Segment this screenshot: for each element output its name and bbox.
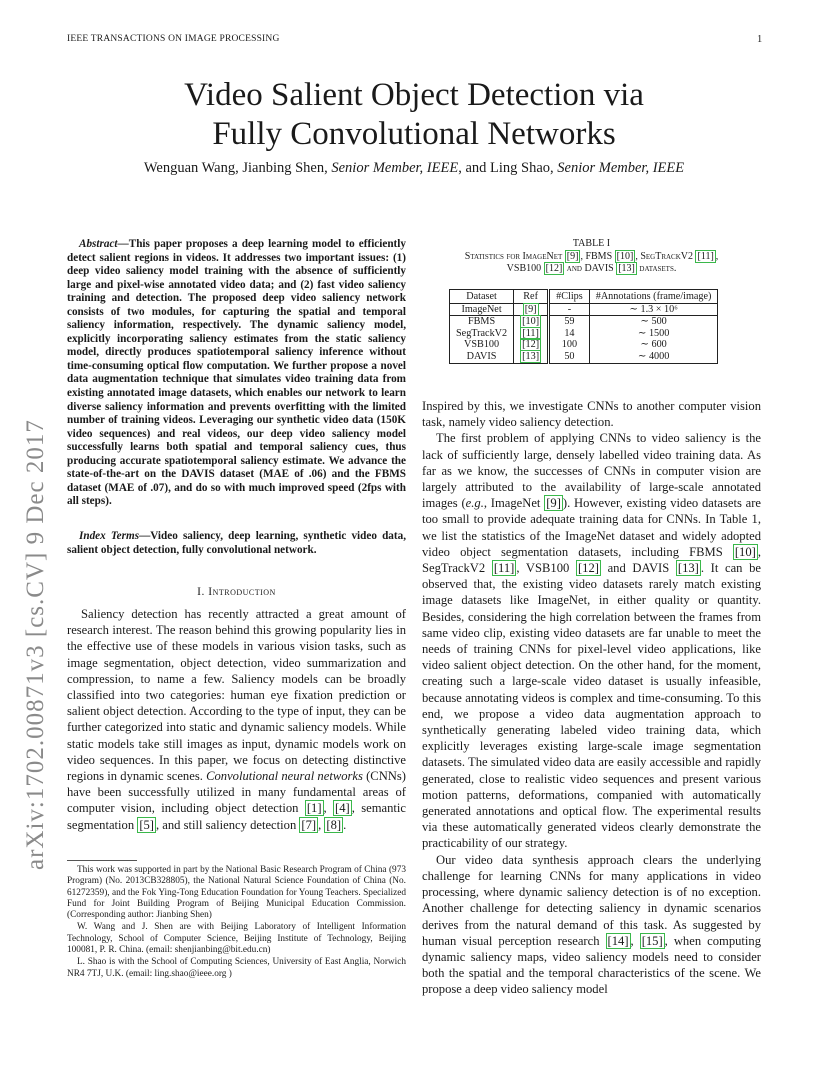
index-terms [67, 530, 406, 557]
abstract-text: —This paper proposes a deep learning model to efficiently detect salient regions in videos. It addresses two important issues: (1) deep video saliency model training with the absence of sufficiently large and pixel-wise annotated video data; and (2) fast video saliency training and detection. The proposed deep video saliency network consists of two modules, for capturing the spatial and temporal saliency information, respectively. The dynamic saliency model, explicitly incorporating saliency estimates from the static saliency model, directly produces spatiotemporal saliency inference without time-consuming optical flow computation. We further propose a novel data augmentation technique that simulates video training data from existing annotated image datasets, which enables our network to learn diverse saliency information and prevents overfitting with the limited number of training videos. Leveraging our synthetic video data (150K video sequences) and real videos, our deep video saliency model successfully learns both spatial and temporal saliency cues, thus producing accurate spatiotemporal saliency estimate. We advance the state-of-the-art on the DAVIS dataset (MAE of .06) and the FBMS dataset (MAE of .07), and do so with much improved speed (2fps with all steps). [67, 238, 406, 508]
citation-link[interactable]: [4] [335, 801, 350, 816]
authors-part-1: Wenguan Wang, Jianbing Shen, [143, 160, 332, 176]
title-line-1: Video Salient Object Detection via [184, 77, 644, 113]
section-number: I. [197, 586, 205, 598]
text-run: , and still saliency detection [156, 817, 300, 832]
citation-link[interactable]: [11] [493, 561, 515, 576]
citation-link[interactable]: [9] [566, 250, 579, 262]
table-cell-clips: 50 [549, 351, 590, 364]
section-heading [67, 586, 406, 598]
running-header: IEEE TRANSACTIONS ON IMAGE PROCESSING [67, 34, 280, 44]
table-header-row [450, 290, 718, 304]
text-run: , [318, 817, 325, 832]
text-run: , SegTrackV2 [635, 250, 696, 262]
text-run: , semantic segmentation [67, 801, 406, 832]
table-header-cell: #Annotations (frame/image) [589, 290, 718, 304]
citation-link[interactable]: [10] [734, 544, 756, 559]
text-emphasis: e.g. [465, 496, 484, 511]
text-run: Saliency detection has recently attracted a great amount of research interest. The reason behind this growing popularity lies in the effective use of these models in various vision tasks, such as image segmentation, object detection, video summarization and compression, to name a few. Saliency models can be broadly classified into two categories: human eye fixation prediction or salient object detection. According to the type of input, they can be further categorized into static and dynamic saliency models. While static models take still images as input, dynamic models work on video sequences. In this paper, we focus on detecting distinctive regions in dynamic scenes. [67, 607, 406, 784]
citation-link[interactable]: [13] [522, 350, 540, 362]
text-run: , [323, 801, 334, 816]
text-run: , [630, 933, 640, 948]
table-cell-dataset: FBMS [450, 316, 514, 328]
table-cell-annotations: ∼ 600 [589, 339, 718, 351]
citation-link[interactable]: [7] [301, 817, 317, 832]
text-run: datasets. [636, 263, 677, 275]
index-terms-label: Index Terms [79, 530, 140, 542]
citation-link[interactable]: [8] [326, 817, 342, 832]
author-role-2: Senior Member, IEEE [557, 160, 685, 176]
citation-link[interactable]: [12] [522, 339, 540, 350]
text-run: The first problem of applying CNNs to video saliency is the lack of sufficiently large, densely labelled video training data. As far as we know, the successes of CNNs in computer vision are largely attributed to the availability of large-scale annotated images ( [422, 431, 761, 511]
text-run: ). However, existing video datasets are too small to provide adequate training data for CNNs. In Table 1, we list the statistics of the ImageNet dataset and widely adopted video object segmentation datasets, including FBMS [422, 496, 762, 559]
text-run: Our video data synthesis approach clears the underlying challenge for learning CNNs for many applications in video processing, where dynamic saliency detection is of no exception. Another challenge for detecting saliency in dynamic scenarios derives from the natural demand of this task. As suggested by human visual perception research [422, 852, 761, 948]
text-run: VSB100 [506, 263, 544, 275]
table-row [450, 303, 718, 316]
table-caption-line-2 [422, 263, 761, 276]
table-cell-dataset: SegTrackV2 [450, 328, 514, 340]
citation-link[interactable]: [1] [306, 801, 322, 816]
text-run: , when computing dynamic saliency maps, video saliency models need to consider both the spatial and the temporal characteristics of the scene. We propose a deep video saliency model [422, 933, 762, 997]
table-cell-annotations: ∼ 1500 [589, 328, 718, 340]
paragraph-training-data [422, 430, 761, 851]
table-header-cell: #Clips [549, 290, 590, 304]
table-cell-annotations: ∼ 500 [589, 316, 718, 328]
text-run: and DAVIS [564, 263, 617, 275]
text-run: , ImageNet [483, 496, 545, 511]
citation-link[interactable]: [9] [546, 496, 561, 511]
index-terms-text: —Video saliency, deep learning, synthetic video data, salient object detection, fully convolutional network. [67, 530, 406, 556]
arxiv-stamp: arXiv:1702.00871v3 [cs.CV] 9 Dec 2017 [22, 419, 49, 870]
citation-link[interactable]: [10] [616, 250, 634, 262]
table-caption-line-1 [422, 251, 761, 264]
table-label: TABLE I [572, 238, 611, 249]
citation-link[interactable]: [10] [522, 316, 540, 327]
author-role-1: Senior Member, IEEE [331, 160, 459, 176]
citation-link[interactable]: [5] [139, 817, 154, 832]
text-run: , SegTrackV2 [422, 544, 761, 576]
text-run: (CNNs) have been successfully utilized in many fundamental areas of computer vision, including object detection [67, 769, 406, 816]
author-list [0, 160, 828, 177]
table-cell-clips: 100 [549, 339, 590, 351]
table-cell-ref [514, 316, 549, 328]
table-header-cell: Dataset [450, 290, 514, 304]
table-cell-dataset: DAVIS [450, 351, 514, 364]
citation-link[interactable]: [15] [641, 933, 663, 948]
text-run: . It can be observed that, the existing video datasets rarely match existing image datasets like ImageNet, in either quality or quantity. Besides, considering the high correlation between the frames from same video clip, existing video datasets are far unable to meet the needs of training CNNs for pixel-level video applications, like video salient object detection. On the other hand, for the moment, creating such a large-scale video dataset is usually infeasible, because annotating videos is complex and time-consuming. To this end, we propose a video data augmentation approach to synthetically generating labeled video training data, which explicitly leverages existing large-scale image segmentation datasets. The simulated video data are easily accessible and rapidly generated, close to realistic video sequences and present various motion patterns, deformations, companied with automatically generated annotations and optical flow. The experimental results via these automatically generated videos clearly demonstrate the practicability of our strategy. [422, 561, 761, 851]
title-line-2: Fully Convolutional Networks [212, 116, 616, 152]
abstract-label: Abstract [79, 238, 118, 250]
text-run: and DAVIS [600, 561, 676, 576]
statistics-table [449, 289, 718, 364]
intro-body [67, 606, 406, 833]
citation-link[interactable]: [9] [524, 303, 537, 315]
section-title: Introduction [208, 586, 276, 598]
table-row [450, 339, 718, 351]
footnote-affiliation-2: L. Shao is with the School of Computing Sciences, University of East Anglia, Norwich NR4 7TJ, U.K. (email: ling.shao@ieee.org ) [67, 957, 406, 979]
table-cell-clips: 59 [549, 316, 590, 328]
table-row [450, 328, 718, 340]
table-cell-ref [514, 303, 549, 316]
right-column-body [422, 398, 761, 998]
citation-link[interactable]: [12] [577, 561, 599, 576]
paper-title [0, 76, 828, 154]
text-run: . [343, 817, 347, 832]
citation-link[interactable]: [11] [697, 250, 714, 262]
table-cell-annotations: ∼ 4000 [589, 351, 718, 364]
paragraph-continued: Inspired by this, we investigate CNNs to another computer vision task, namely video saliency detection. [422, 399, 761, 430]
intro-paragraph [67, 606, 406, 833]
table-cell-dataset: ImageNet [450, 303, 514, 316]
authors-part-2: , and Ling Shao, [458, 160, 558, 176]
footnote-affiliation-1: W. Wang and J. Shen are with Beijing Laboratory of Intelligent Information Technology, School of Computer Science, Beijing Institute of Technology, Beijing 100081, P. R. China. (email: shenjianbing@bit.edu.cn) [67, 922, 406, 956]
text-run: Statistics for ImageNet [464, 250, 565, 262]
footnotes [67, 865, 406, 981]
paragraph-synthesis [422, 852, 761, 998]
table-cell-ref [514, 339, 549, 351]
table-caption [422, 238, 761, 276]
table-cell-clips: - [549, 303, 590, 316]
page-number: 1 [757, 34, 763, 45]
abstract [67, 238, 406, 509]
footnote-rule [67, 860, 137, 861]
text-run: , FBMS [580, 250, 615, 262]
table-cell-annotations: ∼ 1.3 × 10⁶ [589, 303, 718, 316]
text-run: , VSB100 [516, 561, 576, 576]
table-cell-clips: 14 [549, 328, 590, 340]
citation-link[interactable]: [11] [522, 327, 539, 339]
footnote-funding: This work was supported in part by the National Basic Research Program of China (973 Program) (No. 2013CB328805), the National Natural Science Foundation of China (No. 61272359), and the Fok Ying-Tong Education Foundation for Young Teachers. Specialized Fund for Joint Building Program of Beijing Municipal Education Commission. (Corresponding author: Jianbing Shen) [67, 865, 406, 921]
citation-link[interactable]: [13] [677, 561, 699, 576]
text-run: , [715, 250, 719, 262]
citation-link[interactable]: [14] [607, 933, 629, 948]
citation-link[interactable]: [13] [618, 263, 635, 275]
text-emphasis: Convolutional neural networks [206, 769, 363, 784]
table-row [450, 351, 718, 364]
table-header-cell: Ref [514, 290, 549, 304]
table-cell-ref [514, 351, 549, 364]
table-cell-dataset: VSB100 [450, 339, 514, 351]
table-row [450, 316, 718, 328]
citation-link[interactable]: [12] [545, 263, 563, 275]
